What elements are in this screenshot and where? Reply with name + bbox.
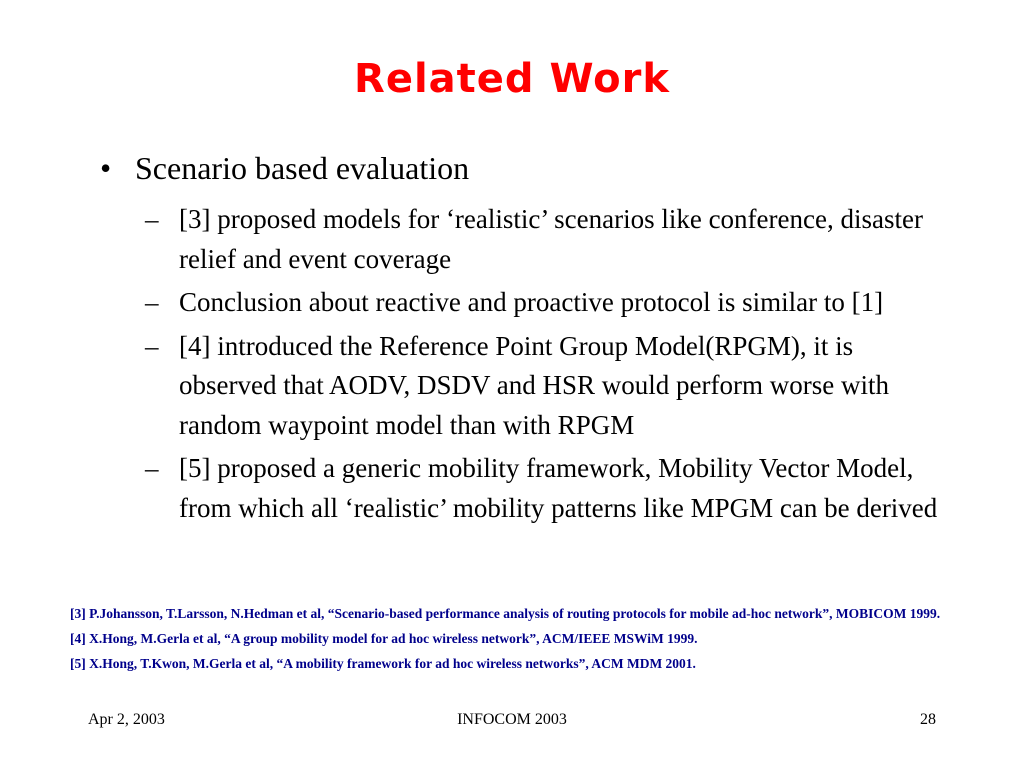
dash-marker: – — [145, 204, 159, 234]
sub-bullet-item — [145, 449, 955, 528]
reference-list — [70, 604, 970, 679]
dash-marker: – — [145, 287, 159, 317]
reference-item: [3] P.Johansson, T.Larsson, N.Hedman et al, “Scenario-based performance analysis of routing protocols for mobile ad-hoc network”, MOBICOM 1999. — [70, 606, 941, 621]
main-bullet — [100, 148, 469, 188]
sub-bullet-text: [4] introduced the Reference Point Group Model(RPGM), it is observed that AODV, DSDV and HSR would perform worse with random waypoint model than with RPGM — [179, 330, 889, 440]
dash-marker: – — [145, 453, 159, 483]
slide-title: Related Work — [354, 56, 670, 102]
bullet-marker: • — [100, 150, 112, 186]
sub-bullet-text: [5] proposed a generic mobility framework, Mobility Vector Model, from which all ‘realistic’ mobility patterns like MPGM can be derived — [179, 453, 938, 523]
footer-conference: INFOCOM 2003 — [457, 711, 567, 728]
sub-bullet-item — [145, 283, 955, 323]
sub-bullet-list — [145, 200, 955, 532]
reference-item: [5] X.Hong, T.Kwon, M.Gerla et al, “A mobility framework for ad hoc wireless networks”, ACM MDM 2001. — [70, 656, 696, 671]
dash-marker: – — [145, 330, 159, 361]
footer-page-number: 28 — [920, 711, 936, 728]
sub-bullet-item — [145, 200, 955, 279]
sub-bullet-item — [145, 327, 955, 446]
main-bullet-text: Scenario based evaluation — [135, 150, 470, 186]
sub-bullet-text: [3] proposed models for ‘realistic’ scenarios like conference, disaster relief and event coverage — [179, 204, 923, 274]
sub-bullet-text: Conclusion about reactive and proactive protocol is similar to [1] — [179, 287, 884, 317]
footer-date: Apr 2, 2003 — [88, 711, 165, 728]
reference-item: [4] X.Hong, M.Gerla et al, “A group mobility model for ad hoc wireless network”, ACM/IEEE MSWiM 1999. — [70, 631, 698, 646]
